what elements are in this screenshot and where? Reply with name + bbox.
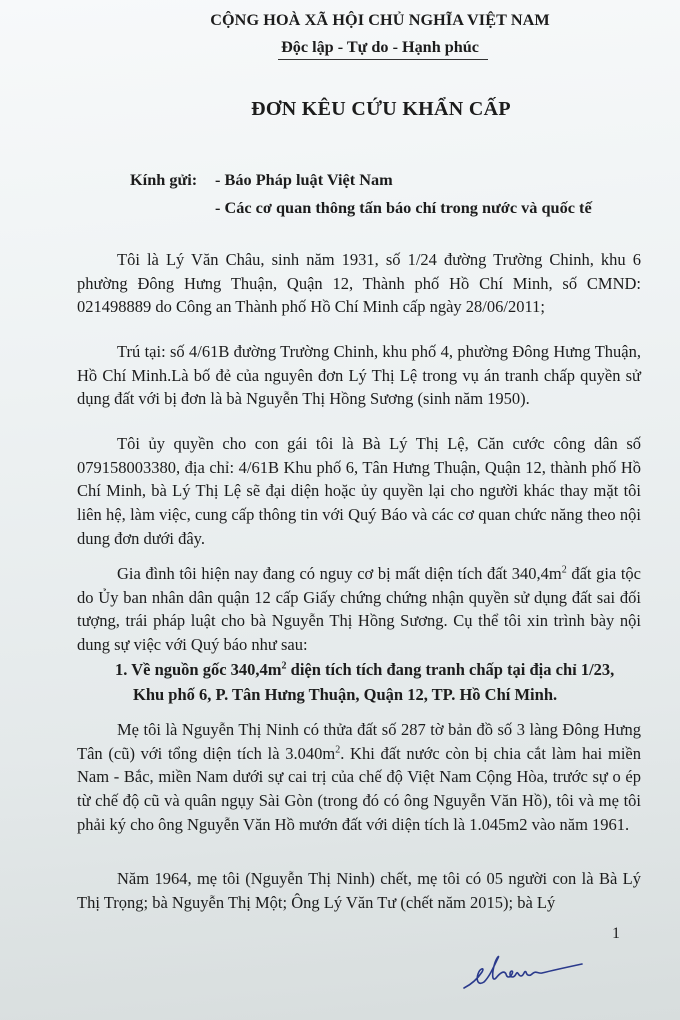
document-title: ĐƠN KÊU CỨU KHẨN CẤP (251, 98, 511, 120)
paragraph-identity: Tôi là Lý Văn Châu, sinh năm 1931, số 1/24 đường Trường Chinh, khu 6 phường Đông Hưng Thuận, Quận 12, Thành phố Hồ Chí Minh, số CMND: 021498889 do Công an Thành phố Hồ Chí Minh cấp ngày 28/06/2011; (77, 250, 641, 317)
recipient-item: - Báo Pháp luật Việt Nam (215, 170, 393, 189)
page-number: 1 (612, 925, 620, 942)
motto-underline (278, 59, 488, 60)
recipients-label: Kính gửi: (130, 170, 198, 189)
paragraph-heirs: Năm 1964, mẹ tôi (Nguyễn Thị Ninh) chết, mẹ tôi có 05 người con là Bà Lý Thị Trọng; bà Nguyễn Thị Một; Ông Lý Văn Tư (chết năm 2015); bà Lý (77, 869, 641, 912)
paragraph-claim: Gia đình tôi hiện nay đang có nguy cơ bị mất diện tích đất $340,4m^2$ đất gia tộc do Ủy ban nhân dân quận 12 cấp Giấy chứng chứng nhận quyền sử dụng đất sai đối tượng, trái pháp luật cho bà Nguyễn Thị Hồng Sương. Cụ thể tôi xin trình bày nội dung sự việc với Quý báo như sau: (77, 564, 641, 655)
paragraph-residence: Trú tại: số 4/61B đường Trường Chinh, khu phố 4, phường Đông Hưng Thuận, Hồ Chí Minh.Là bố đẻ của nguyên đơn Lý Thị Lệ trong vụ án tranh chấp quyền sử dụng đất với bị đơn là bà Nguyễn Thị Hồng Sương (sinh năm 1950). (77, 342, 641, 409)
paragraph-land-origin: Mẹ tôi là Nguyễn Thị Ninh có thửa đất số 287 tờ bản đồ số 3 làng Đông Hưng Tân (cũ) với tổng diện tích là $3.040m^2$. Khi đất nước còn bị chia cắt làm hai miền Nam - Bắc, miền Nam dưới sự cai trị của chế độ Việt Nam Cộng Hòa, trước sự o ép từ chế độ cũ và quân ngụy Sài Gòn (trong đó có ông Nguyễn Văn Hồ), tôi và mẹ tôi phải ký cho ông Nguyễn Văn Hồ mướn đất với diện tích là 1.045m2 vào năm 1961. (77, 720, 641, 834)
national-title: CỘNG HOÀ XÃ HỘI CHỦ NGHĨA VIỆT NAM (210, 11, 550, 29)
recipient-item: - Các cơ quan thông tấn báo chí trong nước và quốc tế (215, 198, 592, 217)
national-motto: Độc lập - Tự do - Hạnh phúc (281, 38, 479, 56)
section-heading-1: 1. Về nguồn gốc $340,4m^2$ diện tích tích đang tranh chấp tại địa chỉ 1/23, Khu phố 6, P. Tân Hưng Thuận, Quận 12, TP. Hồ Chí Minh. (115, 660, 615, 704)
signature-icon (458, 948, 588, 998)
paragraph-authorization: Tôi ủy quyền cho con gái tôi là Bà Lý Thị Lệ, Căn cước công dân số 079158003380, địa chỉ: 4/61B Khu phố 6, Tân Hưng Thuận, Quận 12, thành phố Hồ Chí Minh, bà Lý Thị Lệ sẽ đại diện hoặc ủy quyền lại cho người khác thay mặt tôi liên hệ, làm việc, cung cấp thông tin với Quý Báo và các cơ quan chức năng theo nội dung đơn dưới đây. (77, 434, 641, 548)
